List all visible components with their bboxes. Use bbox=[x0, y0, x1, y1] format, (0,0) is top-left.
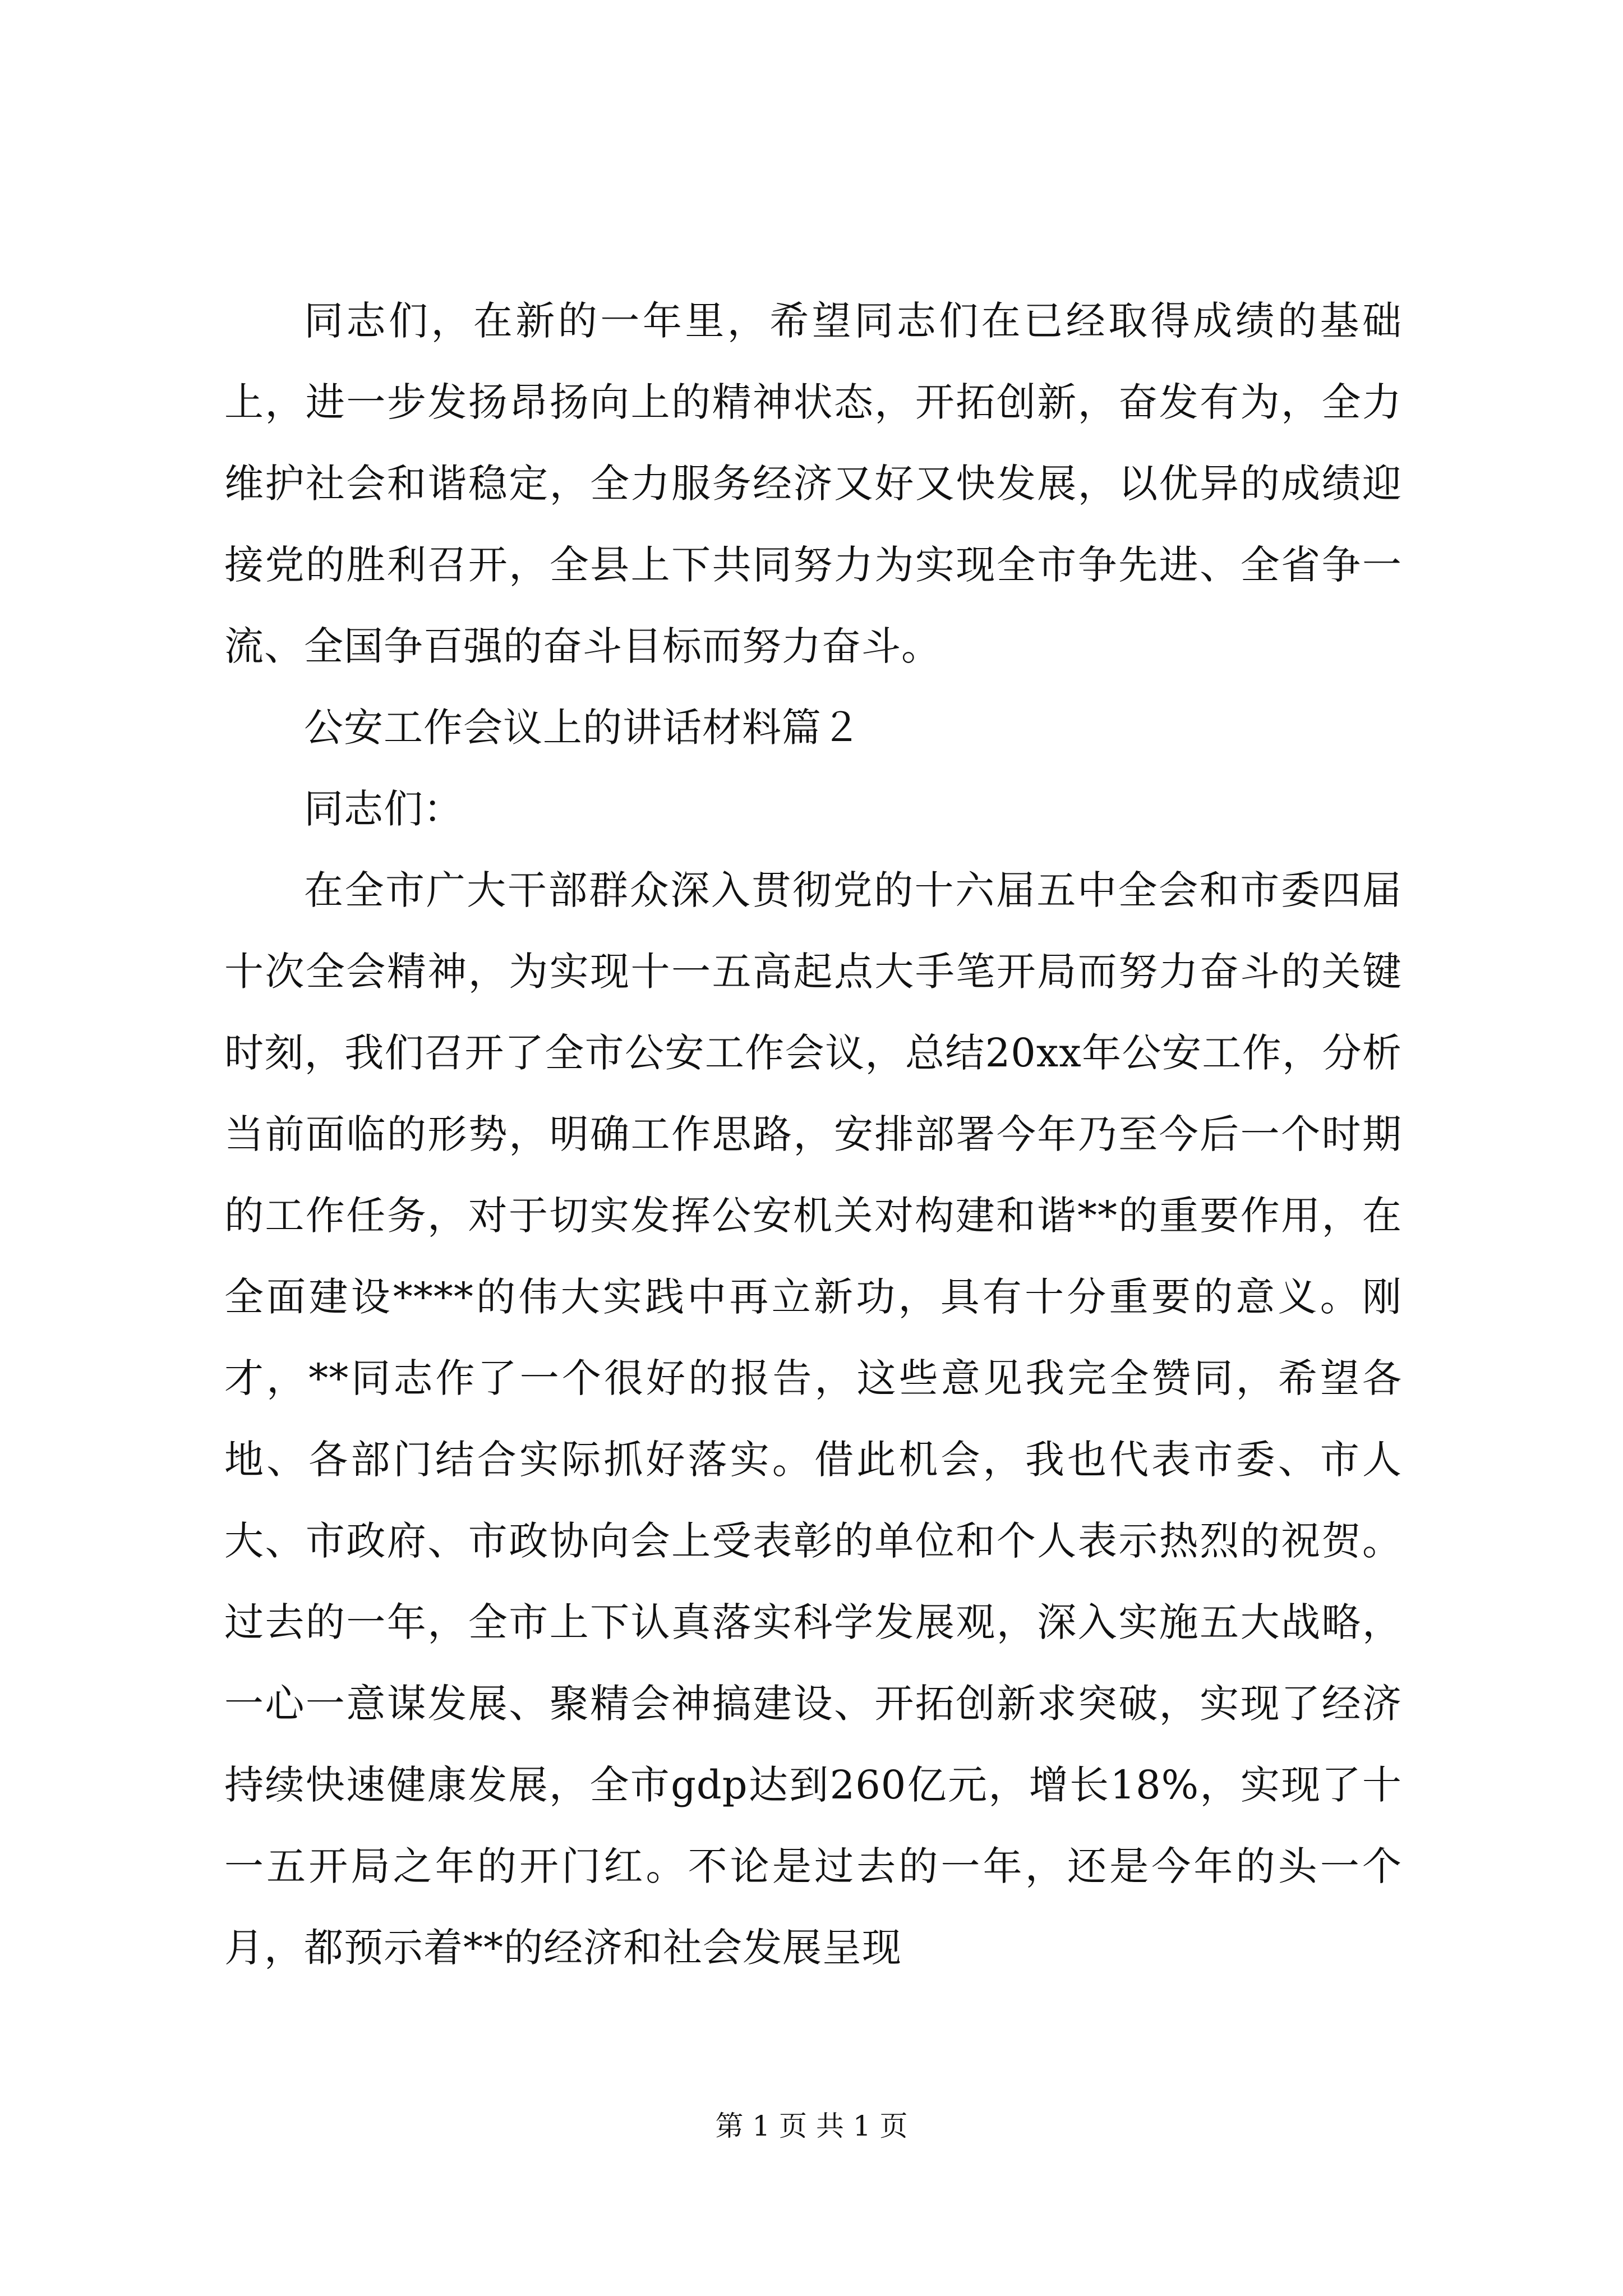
paragraph-speech-body: 在全市广大干部群众深入贯彻党的十六届五中全会和市委四届十次全会精神，为实现十一五高起点大手笔开局而努力奋斗的关键时刻，我们召开了全市公安工作会议，总结20xx年公安工作，分析当前面临的形势，明确工作思路，安排部署今年乃至今后一个时期的工作任务，对于切实发挥公安机关对构建和谐**的重要作用，在全面建设****的伟大实践中再立新功，具有十分重要的意义。刚才，**同志作了一个很好的报告，这些意见我完全赞同，希望各地、各部门结合实际抓好落实。借此机会，我也代表市委、市人大、市政府、市政协向会上受表彰的单位和个人表示热烈的祝贺。过去的一年，全市上下认真落实科学发展观，深入实施五大战略，一心一意谋发展、聚精会神搞建设、开拓创新求突破，实现了经济持续快速健康发展，全市gdp达到260亿元，增长18%，实现了十一五开局之年的开门红。不论是过去的一年，还是今年的头一个月，都预示着**的经济和社会发展呈现 bbox=[224, 867, 1402, 1971]
document-body bbox=[224, 280, 1402, 1989]
page-number-footer: 第 1 页 共 1 页 bbox=[715, 2110, 908, 2142]
paragraph-closing-remarks: 同志们，在新的一年里，希望同志们在已经取得成绩的基础上，进一步发扬昂扬向上的精神状态，开拓创新，奋发有为，全力维护社会和谐稳定，全力服务经济又好又快发展，以优异的成绩迎接党的胜利召开，全县上下共同努力为实现全市争先进、全省争一流、全国争百强的奋斗目标而努力奋斗。 bbox=[224, 298, 1402, 669]
section-heading: 公安工作会议上的讲话材料篇２ bbox=[304, 705, 861, 751]
salutation: 同志们： bbox=[304, 786, 463, 832]
